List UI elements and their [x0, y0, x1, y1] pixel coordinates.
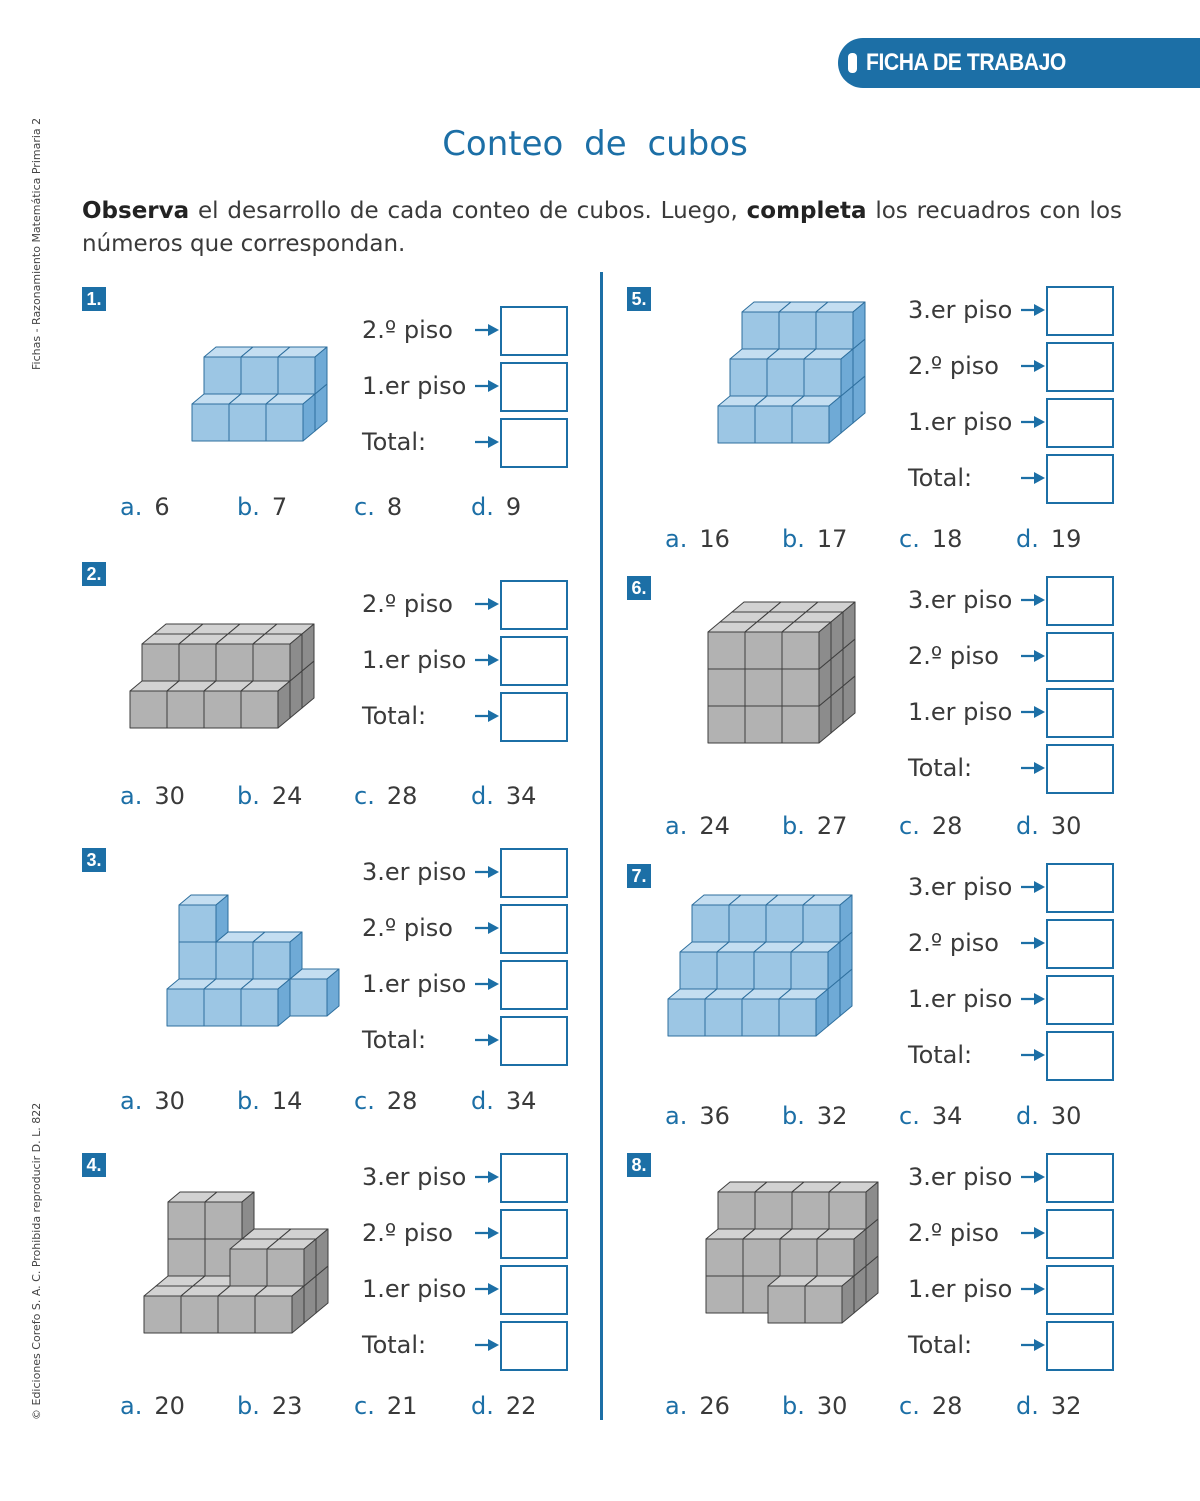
floor-label: Total: — [908, 1041, 973, 1069]
arrow-right-icon — [1020, 1338, 1046, 1352]
answer-option[interactable] — [120, 1392, 185, 1420]
arrow-right-icon — [1020, 593, 1046, 607]
floor-label: Total: — [908, 1331, 973, 1359]
answer-option[interactable] — [471, 493, 521, 521]
arrow-right-icon — [474, 323, 500, 337]
answer-options — [120, 782, 540, 812]
answer-option[interactable] — [237, 493, 287, 521]
answer-option[interactable] — [471, 1392, 536, 1420]
option-value: 27 — [816, 812, 848, 840]
arrow-right-icon — [1020, 1282, 1046, 1296]
answer-box[interactable] — [500, 306, 568, 356]
option-letter: a. — [120, 1087, 143, 1115]
problem-number: 3. — [82, 848, 106, 872]
floor-label: 3.er piso — [362, 1163, 467, 1191]
option-letter: c. — [354, 493, 375, 521]
instruction-text-2: los recuadros con los números que correspondan. — [82, 198, 1123, 257]
answer-option[interactable] — [899, 525, 962, 553]
option-letter: b. — [237, 782, 260, 810]
answer-option[interactable] — [120, 1087, 185, 1115]
option-value: 16 — [699, 525, 730, 553]
option-value: 6 — [154, 493, 170, 521]
problem-number: 6. — [627, 576, 651, 600]
cube-figure-wrap — [706, 600, 857, 749]
cube-figure-wrap — [716, 300, 867, 449]
floor-label: 2.º piso — [908, 642, 999, 670]
option-letter: a. — [120, 1392, 143, 1420]
answer-option[interactable] — [1016, 812, 1081, 840]
cube — [266, 394, 315, 441]
floor-label: 3.er piso — [362, 858, 467, 886]
option-value: 24 — [271, 782, 303, 810]
arrow-right-icon — [474, 709, 500, 723]
answer-box[interactable] — [1046, 863, 1114, 913]
answer-box[interactable] — [500, 636, 568, 686]
answer-option[interactable] — [120, 782, 185, 810]
answer-option[interactable] — [237, 1087, 302, 1115]
answer-box[interactable] — [1046, 1031, 1114, 1081]
cube-figure — [190, 345, 329, 443]
cube-figure-wrap — [692, 1180, 880, 1329]
problem-number: 1. — [82, 287, 106, 311]
option-value: 20 — [154, 1392, 185, 1420]
answer-box[interactable] — [1046, 688, 1114, 738]
answer-box[interactable] — [1046, 342, 1114, 392]
answer-box[interactable] — [1046, 398, 1114, 448]
answer-options — [665, 812, 1085, 842]
answer-option[interactable] — [354, 1087, 417, 1115]
cube — [253, 634, 302, 681]
answer-option[interactable] — [665, 1392, 730, 1420]
floor-label: 2.º piso — [908, 1219, 999, 1247]
cube — [255, 1286, 304, 1333]
option-letter: d. — [471, 782, 494, 810]
tab-marker-icon — [848, 53, 857, 73]
option-letter: a. — [665, 812, 688, 840]
floor-label: 2.º piso — [362, 316, 453, 344]
option-letter: b. — [237, 493, 260, 521]
floor-label: Total: — [362, 428, 427, 456]
option-value: 24 — [699, 812, 730, 840]
cube-figure-wrap — [142, 1190, 330, 1339]
floor-label: Total: — [362, 1026, 427, 1054]
cube — [253, 932, 302, 979]
answer-box[interactable] — [500, 904, 568, 954]
floor-label: 3.er piso — [908, 1163, 1013, 1191]
cube — [267, 1239, 316, 1286]
arrow-right-icon — [474, 597, 500, 611]
cube — [817, 1229, 866, 1276]
answer-option[interactable] — [1016, 1392, 1081, 1420]
answer-box[interactable] — [500, 1016, 568, 1066]
answer-option[interactable] — [899, 1102, 962, 1130]
floor-label: Total: — [362, 1331, 427, 1359]
option-value: 32 — [1050, 1392, 1082, 1420]
cube — [791, 942, 840, 989]
option-letter: d. — [471, 1392, 494, 1420]
cube-figure-wrap — [128, 622, 316, 734]
option-value: 34 — [505, 782, 537, 810]
instruction-text-1: el desarrollo de cada conteo de cubos. Luego, — [189, 198, 747, 224]
answer-option[interactable] — [471, 782, 536, 810]
answer-options — [665, 1392, 1085, 1422]
option-letter: c. — [354, 782, 375, 810]
floor-label: Total: — [908, 464, 973, 492]
option-value: 30 — [154, 1087, 185, 1115]
answer-options — [120, 1392, 540, 1422]
floor-label: 2.º piso — [908, 929, 999, 957]
option-value: 7 — [271, 493, 288, 521]
option-letter: d. — [471, 1087, 494, 1115]
option-value: 21 — [386, 1392, 418, 1420]
floor-label: 1.er piso — [362, 372, 467, 400]
cube-figure — [142, 1190, 330, 1335]
option-letter: c. — [354, 1087, 375, 1115]
answer-box[interactable] — [500, 848, 568, 898]
option-value: 22 — [505, 1392, 537, 1420]
option-value: 28 — [386, 782, 418, 810]
arrow-right-icon — [1020, 1226, 1046, 1240]
option-letter: c. — [899, 812, 920, 840]
option-letter: a. — [120, 782, 143, 810]
cube — [278, 347, 327, 394]
option-value: 23 — [271, 1392, 303, 1420]
option-letter: d. — [1016, 1392, 1039, 1420]
floor-label: 3.er piso — [908, 873, 1013, 901]
option-value: 9 — [505, 493, 522, 521]
answer-option[interactable] — [782, 812, 847, 840]
option-letter: b. — [782, 1392, 805, 1420]
answer-box[interactable] — [1046, 1321, 1114, 1371]
answer-option[interactable] — [1016, 525, 1081, 553]
arrow-right-icon — [474, 977, 500, 991]
column-divider — [600, 272, 603, 1420]
page-title: Conteo de cubos — [442, 124, 748, 164]
answer-box[interactable] — [1046, 454, 1114, 504]
answer-options — [665, 1102, 1085, 1132]
option-letter: b. — [782, 812, 805, 840]
arrow-right-icon — [1020, 1048, 1046, 1062]
answer-option[interactable] — [899, 812, 962, 840]
option-letter: d. — [1016, 1102, 1039, 1130]
side-text-bottom: © Ediciones Corefo S. A. C. Prohibida reproducir D. L. 822 — [30, 1102, 43, 1420]
floor-label: 2.º piso — [362, 590, 453, 618]
option-value: 8 — [386, 493, 403, 521]
answer-option[interactable] — [665, 812, 730, 840]
cube-figure — [128, 622, 316, 730]
cube — [779, 989, 828, 1036]
answer-box[interactable] — [500, 580, 568, 630]
cube-figure-wrap — [666, 893, 854, 1042]
option-letter: a. — [120, 493, 143, 521]
answer-box[interactable] — [500, 418, 568, 468]
cube — [803, 895, 852, 942]
option-letter: d. — [1016, 525, 1039, 553]
floor-label: 1.er piso — [908, 698, 1013, 726]
option-value: 30 — [816, 1392, 848, 1420]
floor-label: 1.er piso — [908, 1275, 1013, 1303]
answer-option[interactable] — [354, 1392, 417, 1420]
floor-label: 1.er piso — [362, 646, 467, 674]
option-value: 14 — [271, 1087, 303, 1115]
arrow-right-icon — [1020, 359, 1046, 373]
option-value: 18 — [931, 525, 963, 553]
arrow-right-icon — [474, 379, 500, 393]
option-value: 28 — [931, 812, 963, 840]
arrow-right-icon — [1020, 705, 1046, 719]
arrow-right-icon — [1020, 880, 1046, 894]
option-value: 19 — [1050, 525, 1082, 553]
answer-option[interactable] — [354, 782, 417, 810]
floor-label: 2.º piso — [908, 352, 999, 380]
cube-figure — [165, 893, 341, 1028]
option-letter: c. — [899, 1102, 920, 1130]
answer-box[interactable] — [500, 1265, 568, 1315]
arrow-right-icon — [474, 1226, 500, 1240]
option-value: 30 — [1050, 812, 1082, 840]
answer-box[interactable] — [1046, 919, 1114, 969]
cube-figure — [706, 600, 857, 745]
option-letter: d. — [471, 493, 494, 521]
option-letter: c. — [899, 525, 920, 553]
instruction-verb-observa: Observa — [82, 198, 190, 224]
answer-box[interactable] — [500, 960, 568, 1010]
option-letter: a. — [665, 1102, 688, 1130]
arrow-right-icon — [474, 865, 500, 879]
arrow-right-icon — [1020, 415, 1046, 429]
option-letter: b. — [237, 1087, 260, 1115]
answer-option[interactable] — [354, 493, 402, 521]
cube — [816, 302, 865, 349]
arrow-right-icon — [1020, 303, 1046, 317]
answer-box[interactable] — [1046, 286, 1114, 336]
cube — [829, 1182, 878, 1229]
answer-option[interactable] — [665, 1102, 730, 1130]
arrow-right-icon — [1020, 1170, 1046, 1184]
floor-label: 2.º piso — [362, 1219, 453, 1247]
option-letter: c. — [354, 1392, 375, 1420]
arrow-right-icon — [474, 1033, 500, 1047]
floor-label: 1.er piso — [362, 970, 467, 998]
floor-label: Total: — [362, 702, 427, 730]
arrow-right-icon — [1020, 992, 1046, 1006]
answer-options — [120, 1087, 540, 1117]
arrow-right-icon — [1020, 649, 1046, 663]
cube-figure-wrap — [190, 345, 329, 447]
floor-label: 1.er piso — [908, 408, 1013, 436]
floor-label: 3.er piso — [908, 296, 1013, 324]
option-value: 34 — [931, 1102, 963, 1130]
option-value: 17 — [816, 525, 848, 553]
problem-number: 7. — [627, 864, 651, 888]
cube — [792, 396, 841, 443]
arrow-right-icon — [474, 653, 500, 667]
answer-option[interactable] — [237, 782, 302, 810]
option-letter: a. — [665, 1392, 688, 1420]
option-letter: a. — [665, 525, 688, 553]
floor-label: 2.º piso — [362, 914, 453, 942]
answer-option[interactable] — [237, 1392, 302, 1420]
problem-number: 5. — [627, 287, 651, 311]
tab-label: FICHA DE TRABAJO — [866, 49, 1066, 76]
option-value: 34 — [505, 1087, 537, 1115]
answer-box[interactable] — [500, 362, 568, 412]
instruction — [82, 195, 1122, 261]
cube — [805, 1276, 854, 1323]
answer-option[interactable] — [782, 1392, 847, 1420]
cube — [290, 969, 339, 1016]
cube — [241, 979, 290, 1026]
answer-option[interactable] — [899, 1392, 962, 1420]
answer-box[interactable] — [1046, 744, 1114, 794]
arrow-right-icon — [1020, 471, 1046, 485]
option-value: 32 — [816, 1102, 848, 1130]
cube — [179, 895, 228, 942]
answer-box[interactable] — [500, 1153, 568, 1203]
option-value: 28 — [386, 1087, 418, 1115]
problem-number: 8. — [627, 1153, 651, 1177]
arrow-right-icon — [474, 435, 500, 449]
answer-box[interactable] — [1046, 975, 1114, 1025]
cube — [241, 681, 290, 728]
arrow-right-icon — [474, 1282, 500, 1296]
option-value: 28 — [931, 1392, 963, 1420]
option-value: 30 — [1050, 1102, 1082, 1130]
option-letter: b. — [237, 1392, 260, 1420]
answer-box[interactable] — [500, 692, 568, 742]
floor-label: Total: — [908, 754, 973, 782]
cube — [804, 349, 853, 396]
arrow-right-icon — [474, 921, 500, 935]
arrow-right-icon — [1020, 936, 1046, 950]
option-value: 36 — [699, 1102, 730, 1130]
answer-box[interactable] — [1046, 1153, 1114, 1203]
floor-label: 3.er piso — [908, 586, 1013, 614]
answer-box[interactable] — [500, 1209, 568, 1259]
problem-number: 2. — [82, 562, 106, 586]
answer-box[interactable] — [500, 1321, 568, 1371]
arrow-right-icon — [474, 1170, 500, 1184]
cube-figure — [716, 300, 867, 445]
cube-figure-wrap — [165, 893, 341, 1032]
option-letter: c. — [899, 1392, 920, 1420]
answer-box[interactable] — [1046, 576, 1114, 626]
cube — [782, 622, 831, 669]
answer-option[interactable] — [665, 525, 730, 553]
option-letter: b. — [782, 525, 805, 553]
answer-option[interactable] — [1016, 1102, 1081, 1130]
answer-option[interactable] — [782, 525, 847, 553]
answer-options — [120, 493, 540, 523]
option-value: 30 — [154, 782, 185, 810]
option-value: 26 — [699, 1392, 730, 1420]
cube — [205, 1192, 254, 1239]
answer-option[interactable] — [471, 1087, 536, 1115]
answer-box[interactable] — [1046, 632, 1114, 682]
instruction-verb-completa: completa — [746, 198, 867, 224]
answer-options — [665, 525, 1085, 555]
option-letter: d. — [1016, 812, 1039, 840]
answer-option[interactable] — [120, 493, 170, 521]
answer-box[interactable] — [1046, 1209, 1114, 1259]
floor-label: 1.er piso — [362, 1275, 467, 1303]
worksheet-tab — [838, 38, 1200, 88]
answer-box[interactable] — [1046, 1265, 1114, 1315]
answer-option[interactable] — [782, 1102, 847, 1130]
cube-figure — [666, 893, 854, 1038]
cube-figure — [692, 1180, 880, 1325]
option-letter: b. — [782, 1102, 805, 1130]
problem-number: 4. — [82, 1153, 106, 1177]
side-text-top: Fichas - Razonamiento Matemática Primaria 2 — [30, 117, 43, 370]
arrow-right-icon — [474, 1338, 500, 1352]
arrow-right-icon — [1020, 761, 1046, 775]
floor-label: 1.er piso — [908, 985, 1013, 1013]
